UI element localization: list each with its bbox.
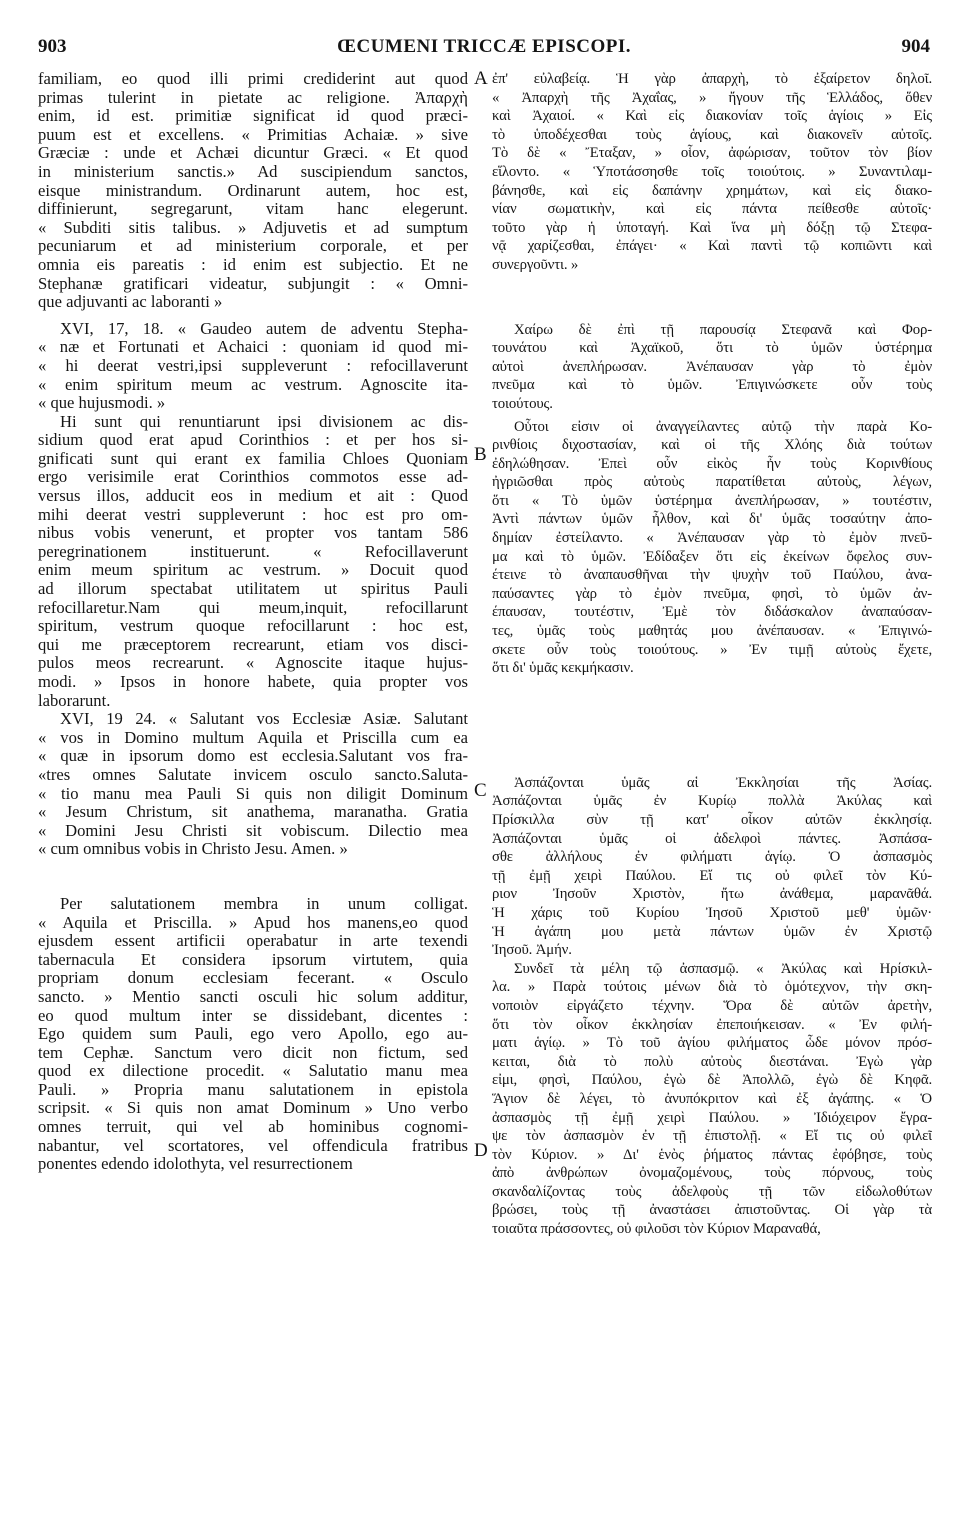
latin-text-line: Hi sunt qui renuntiarunt ipsi divisionem ac dis-: [60, 412, 468, 431]
greek-text-line: τοῦτο γὰρ ἡ ὑποταγή. Καὶ ἵνα μὴ δόξῃ τῷ Στεφα-: [492, 219, 932, 236]
latin-text-line: quod ex dilectione procedit. « Salutatio manu mea: [38, 1062, 468, 1081]
margin-letter-b: B: [474, 444, 487, 465]
latin-text-line: « quæ in ipsorum domo est ecclesia.Salutant vos fra-: [38, 747, 468, 766]
greek-paragraph: [492, 418, 932, 678]
latin-text-line: omnia eis pareatis : id enim est subjectio. Et ne: [38, 255, 468, 274]
greek-text-line: νίαν σωματικὴν, καὶ εἰς πάντα πείθεσθε αὐτοῖς·: [492, 201, 932, 218]
latin-text-line: ponentes edendo idolothyta, vel resurrectionem: [38, 1155, 353, 1174]
latin-text-line: « tio manu mea Pauli Si quis non diligit Dominum: [38, 784, 468, 803]
greek-text-line: συνεργοῦντι. »: [492, 256, 579, 273]
latin-text-line: refocillaretur.Nam qui meum,inquit, refocillarunt: [38, 598, 468, 617]
latin-text-line: tabernacula Et considera ipsorum virtutem, quia: [38, 950, 468, 969]
latin-text-line: primas tulerint in pietate ac religione. Ἀπαρχὴ: [38, 88, 468, 107]
page-header: [38, 36, 930, 64]
latin-text-line: enim, id est. primitiæ significat id quod præci-: [38, 107, 468, 126]
latin-text-line: « Subditi sitis talibus. » Adjuvetis et ad sumptum: [38, 218, 468, 237]
greek-text-line: Ἀντὶ πάντων ὑμῶν ἦλθον, καὶ δι' ὑμᾶς τοσαύτην ἀπο-: [492, 511, 932, 528]
greek-text-line: ὅτι δι' ὑμᾶς κεκμήκασιν.: [492, 660, 634, 677]
latin-text-line: modi. » Ipsos in honore habete, quia propter vos: [38, 673, 468, 691]
latin-text-line: « hi deerat vestri,ipsi suppleverunt : refocillaverunt: [38, 356, 468, 375]
margin-letter-c: C: [474, 780, 487, 801]
latin-text-line: gnificati sunt qui erant ex familia Chloes Quoniam: [38, 449, 468, 468]
greek-text-line: έτεινε τὸ ἀναπαυσθῆναι τὴν ψυχὴν τοῦ Παύλου, ἀνα-: [492, 567, 932, 584]
greek-text-line: λα. » Παρὰ τούτοις μένων διὰ τὸ ὁμότεχνον, τὴν σκη-: [492, 979, 932, 996]
greek-text-line: καὶ Ἀχαιοί. « Καὶ εἰς διακονίαν τοῖς ἁγίοις » Εἰς: [492, 108, 932, 125]
greek-text-line: Ἡ ἀγάπη μου μετὰ πάντων ὑμῶν ἐν Χριστῷ: [492, 923, 932, 940]
latin-text-line: Ego quidem sum Pauli, ego vero Apollo, ego au-: [38, 1025, 468, 1044]
greek-text-line: Ἡ χάρις τοῦ Κυρίου Ἰησοῦ Χριστοῦ μεθ' ὑμῶν·: [492, 904, 932, 921]
latin-text-line: peregrinationem instituerunt. « Refocillaverunt: [38, 542, 468, 561]
greek-text-line: Τὸ δὲ « Ἔταξαν, » οἷον, ἀφώρισαν, τοῦτον τὸν βίον: [492, 145, 932, 162]
latin-text-line: XVI, 19 24. « Salutant vos Ecclesiæ Asiæ. Salutant: [60, 710, 468, 729]
greek-text-line: τὸ ὑποδέχεσθαι τοὺς ἁγίους, καὶ διακονεῖν αὐτοῖς.: [492, 126, 932, 143]
latin-text-line: Per salutationem membra in unum colligat.: [60, 894, 468, 913]
latin-text-line: scripsit. « Si quis non amat Dominum » Uno verbo: [38, 1099, 468, 1118]
page-number-left: 903: [38, 36, 67, 57]
latin-text-line: Stephanæ gratificari videatur, subjungit : « Omni-: [38, 274, 468, 293]
latin-paragraph: [38, 70, 468, 312]
latin-text-line: mihi deerat vestri suppleverunt : hoc est pro om-: [38, 505, 468, 524]
latin-text-line: nabantur, vel scortatores, vel offendicula fratribus: [38, 1136, 468, 1155]
latin-text-line: in ministerium sanctis.» Ad suscipiendum sanctos,: [38, 162, 468, 181]
greek-text-line: Ἅγιον δὲ λέγει, τὸ ἀνυπόκριτον καὶ ἐξ ἀγάπης. « Ὁ: [492, 1090, 932, 1107]
greek-text-line: νᾷ χαρίζεσθαι, ἐπάγει· « Καὶ παντὶ τῷ κοπιῶντι καὶ: [492, 238, 932, 255]
latin-paragraph: [38, 413, 468, 711]
greek-text-line: κειται, διὰ τὸ πολὺ αὐτοὺς διεστάναι. Ἐγὼ γὰρ: [492, 1053, 932, 1070]
latin-text-line: enim meum spiritum ac vestrum. » Docuit quod: [38, 561, 468, 580]
running-title: ŒCUMENI TRICCÆ EPISCOPI.: [336, 36, 632, 57]
latin-column: [38, 70, 468, 1174]
latin-text-line: puum est et excellens. « Primitias Achaiæ. » sive: [38, 125, 468, 144]
greek-text-line: Ἀσπάζονται ὑμᾶς αἱ Ἐκκλησίαι τῆς Ἀσίας.: [514, 774, 932, 791]
greek-text-line: τῇ ἐμῇ χειρὶ Παύλου. Εἴ τις οὐ φιλεῖ τὸν Κύ-: [492, 867, 932, 884]
margin-letter-a: A: [474, 68, 488, 89]
latin-text-line: « Domini Jesu Christi sit vobiscum. Dilectio mea: [38, 821, 468, 840]
greek-text-line: μα καὶ τὸ ὑμῶν. Ἐδίδαξεν ὅτι εἰς ἐκείνων ὄφελος συν-: [492, 548, 932, 565]
greek-text-line: ἀπὸ ἀνθρώπων ὀνομαζομένους, τοὺς πόρνους, τοὺς: [492, 1165, 932, 1182]
greek-text-line: εἵλοντο. « Ὑποτάσσησθε τοῖς τοιούτοις. » Συναντιλαμ-: [492, 163, 932, 180]
latin-text-line: sidium quod erat apud Corinthios : et per hos si-: [38, 431, 468, 450]
greek-text-line: Χαίρω δὲ ἐπὶ τῇ παρουσίᾳ Στεφανᾶ καὶ Φορ-: [514, 321, 932, 338]
latin-text-line: « Aquila et Priscilla. » Apud hos manens,eo quod: [38, 913, 468, 932]
latin-paragraph: [38, 710, 468, 859]
latin-text-line: « Jesum Christum, sit anathema, maranatha. Gratia: [38, 803, 468, 822]
greek-text-line: νοποιὸν εἰργάζετο τέχνην. Ὅρα δὲ αὐτῶν ἀρετὴν,: [492, 997, 932, 1014]
greek-text-line: τοιαῦτα πράσσοντες, οὐ φιλοῦσι τὸν Κύριον Μαραναθά,: [492, 1221, 821, 1238]
latin-text-line: nibus vobis venerunt, et propter vos tantam 586: [38, 524, 468, 543]
latin-paragraph: [38, 895, 468, 1174]
latin-text-line: propriam donum ecclesiam fecerant. « Osculo: [38, 969, 468, 988]
greek-text-line: Ἀσπάζονται ὑμᾶς οἱ ἀδελφοὶ πάντες. Ἀσπάσα-: [492, 830, 932, 847]
latin-text-line: ejusdem essent artificii operabatur in arte texendi: [38, 932, 468, 951]
greek-text-line: αὐτοὶ ἀνεπλήρωσαν. Ἀνέπαυσαν γὰρ τὸ ἐμὸν: [492, 358, 932, 375]
latin-text-line: familiam, eo quod illi primi crediderint aut quod: [38, 70, 468, 88]
latin-text-line: tem Cephæ. Sanctum vero dicit non fictum, sed: [38, 1043, 468, 1062]
greek-text-line: δημίαν ἐστείλαντο. « Ἀνέπαυσαν γὰρ τὸ ἐμὸν πνεῦ-: [492, 530, 932, 547]
latin-text-line: pulos meos recrearunt. « Agnoscite itaque hujus-: [38, 654, 468, 673]
greek-text-line: τες, ὑμᾶς τοὺς μαθητάς μου ἀνέπαυσαν. « Ἐπιγινώ-: [492, 623, 932, 640]
greek-text-line: τουνάτου καὶ Ἀχαϊκοῦ, ὅτι τὸ ὑμῶν ὑστέρημα: [492, 340, 932, 357]
greek-text-line: ἐδηλώθησαν. Ἐπεὶ οὖν εἰκὸς ἦν τοὺς Κορινθίους: [492, 455, 932, 472]
greek-text-line: πνεῦμα καὶ τὸ ὑμῶν. Ἐπιγινώσκετε οὖν τοὺς: [492, 377, 932, 394]
latin-text-line: qui me præceptorem recrearunt, etiam vos disci-: [38, 635, 468, 654]
greek-paragraph: [492, 70, 932, 275]
latin-text-line: ad illorum spectabat utilitatem ut spiritus Pauli: [38, 580, 468, 599]
latin-text-line: « vos in Domino multum Aquila et Priscilla cum ea: [38, 728, 468, 747]
latin-text-line: Pauli. » Propria manu salutationem in epistola: [38, 1080, 468, 1099]
latin-text-line: « næ et Fortunati et Achaici : quoniam id quod mi-: [38, 338, 468, 357]
latin-text-line: spiritum, vestrum quoque refocillarunt : hoc est,: [38, 617, 468, 636]
greek-text-line: ἐπ' εὐλαβείᾳ. Ἡ γὰρ ἀπαρχὴ, τὸ ἐξαίρετον δηλοῖ.: [492, 71, 932, 87]
latin-text-line: eo quod multum inter se dissidebant, dicentes :: [38, 1006, 468, 1025]
latin-text-line: versus illos, adducit eos in medium et ait : Quod: [38, 487, 468, 506]
latin-text-line: Græciæ : unde et Achæi dicuntur Græci. « Et quod: [38, 144, 468, 163]
greek-text-line: ψε τὸν ἀσπασμὸν ἐν τῇ ἐπιστολῇ. « Εἴ τις οὐ φιλεῖ: [492, 1128, 932, 1145]
greek-column: [492, 70, 932, 1239]
latin-text-line: ergo verisimile erat Corinthios commotos esse ad-: [38, 468, 468, 487]
greek-paragraph: [492, 960, 932, 1239]
greek-text-line: Ἰησοῦ. Ἀμήν.: [492, 942, 572, 959]
greek-text-line: ριον Ἰησοῦν Χριστὸν, ἤτω ἀνάθεμα, μαρανᾶθά.: [492, 886, 932, 903]
greek-text-line: σθε ἀλλήλους ἐν φιλήματι ἁγίῳ. Ὁ ἀσπασμὸς: [492, 849, 932, 866]
greek-paragraph: [492, 321, 932, 414]
greek-text-line: ἠγριῶσθαι πρὸς αὐτοὺς παρατίθεται αὐτοὺς, λέγων,: [492, 474, 932, 491]
latin-text-line: omnes terruit, qui vel ab hominibus cognomi-: [38, 1118, 468, 1137]
greek-text-line: ἀσπασμὸς τῇ ἐμῇ χειρὶ Παύλου. » Ἰδιόχειρον ἔγρα-: [492, 1109, 932, 1126]
greek-text-line: βάνησθε, καὶ εἰς δαπάνην χρημάτων, καὶ εἰς διακο-: [492, 182, 932, 199]
greek-text-line: σκετε οὖν τοὺς τοιούτους. » Ἐν τιμῇ αὐτοὺς ἔχετε,: [492, 641, 932, 658]
greek-text-line: έπαυσαν, τουτέστιν, Ἐμὲ τὸν διδάσκαλον ἀναπαύσαν-: [492, 604, 932, 621]
latin-text-line: diffinierunt, segregarunt, vitam hanc elegerunt.: [38, 200, 468, 219]
greek-text-line: ματι ἁγίῳ. » Τὸ τοῦ ἁγίου φιλήματος ὧδε μόνον πρόσ-: [492, 1035, 932, 1052]
greek-text-line: τοιούτους.: [492, 395, 553, 412]
page-number-right: 904: [901, 36, 930, 57]
greek-text-line: Πρίσκιλλα σὺν τῇ κατ' οἶκον αὐτῶν ἐκκλησίᾳ.: [492, 812, 932, 828]
latin-text-line: « enim spiritum meum ac vestrum. Agnoscite ita-: [38, 375, 468, 394]
latin-text-line: que adjuvanti ac laboranti »: [38, 293, 223, 312]
greek-paragraph: [492, 774, 932, 960]
greek-text-line: σκανδαλίζοντας τοὺς ἀδελφοὺς τῇ τῶν εἰδωλοθύτων: [492, 1183, 932, 1200]
greek-text-line: ρινθίοις διχοστασίαν, καὶ οἱ τῆς Χλόης διὰ τούτων: [492, 437, 932, 454]
greek-text-line: ὅτι τὸν οἶκον ἐκκλησίαν ἐπεποιήκεισαν. « Ἐν φιλή-: [492, 1016, 932, 1033]
latin-text-line: « cum omnibus vobis in Christo Jesu. Amen. »: [38, 840, 348, 859]
latin-text-line: laborarunt.: [38, 691, 111, 710]
latin-paragraph: [38, 320, 468, 413]
greek-text-line: Συνδεῖ τὰ μέλη τῷ ἀσπασμῷ. « Ἀκύλας καὶ Ηρίσκιλ-: [514, 960, 932, 977]
latin-text-line: XVI, 17, 18. « Gaudeo autem de adventu Stepha-: [60, 319, 468, 338]
greek-text-line: βρώσει, τοὺς τῇ ἀναστάσει ἀπιστοῦντας. Οἱ γὰρ τὰ: [492, 1202, 932, 1219]
latin-text-line: eisque ministrandum. Ordinarunt autem, hoc est,: [38, 181, 468, 200]
latin-text-line: «tres omnes Salutate invicem osculo sancto.Saluta-: [38, 765, 468, 784]
latin-text-line: sancto. » Mentio sancti osculi hic solum additur,: [38, 987, 468, 1006]
margin-letter-d: D: [474, 1140, 488, 1161]
greek-text-line: Οὗτοι εἰσιν οἱ ἀναγγείλαντες αὐτῷ τὴν παρὰ Κο-: [514, 418, 932, 435]
greek-text-line: εἰμι, φησὶ, Παύλου, ἐγὼ δὲ Ἀπολλῶ, ἐγὼ δὲ Κηφᾶ.: [492, 1072, 932, 1089]
greek-text-line: Ἀσπάζονται ὑμᾶς ἐν Κυρίῳ πολλὰ Ἀκύλας καὶ: [492, 793, 932, 810]
greek-text-line: « Ἀπαρχὴ τῆς Ἀχαΐας, » ἤγουν τῆς Ἑλλάδος, ὅθεν: [492, 89, 932, 106]
greek-text-line: ὅτι « Τὸ ὑμῶν ὑστέρημα ἀνεπλήρωσαν, » τουτέστιν,: [492, 492, 932, 509]
greek-text-line: παύσαντες γὰρ τὸ ἐμὸν πνεῦμα, φησὶ, τὸ ὑμῶν ἀν-: [492, 585, 932, 602]
latin-text-line: pecuniarum et ad ministerium corporale, et per: [38, 237, 468, 256]
latin-text-line: « que hujusmodi. »: [38, 394, 166, 413]
greek-text-line: τὸν Κύριον. » Δι' ἑνὸς ῥήματος πάντας ἐφόβησε, τοὺς: [492, 1146, 932, 1163]
